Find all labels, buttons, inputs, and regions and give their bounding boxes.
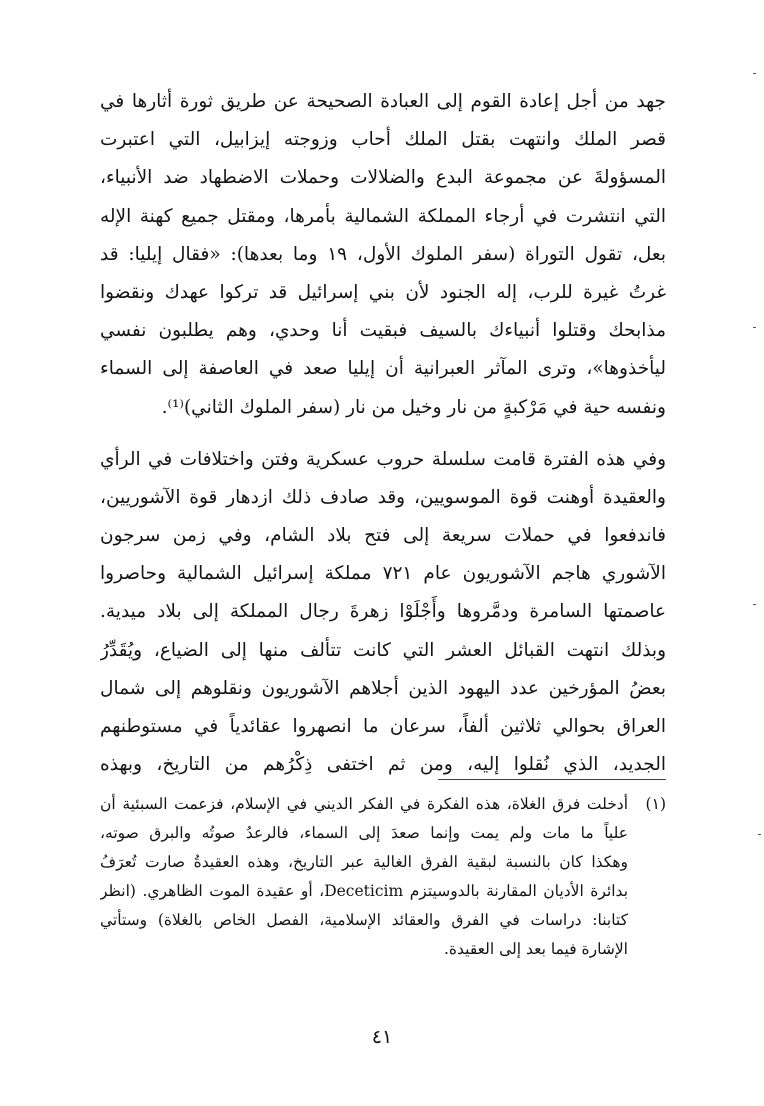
footnote-line: أدخلت فرق الغلاة، هذه الفكرة في الفكر الديني في الإسلام، فزعمت السبئية أن bbox=[100, 795, 628, 813]
text-line: والعقيدة أوهنت قوة الموسويين، وقد صادف ذلك ازدهار قوة الآشوريين، bbox=[100, 486, 666, 508]
text-line: وفي هذه الفترة قامت سلسلة حروب عسكرية وفتن واختلافات في الرأي bbox=[100, 448, 666, 470]
scan-speck bbox=[753, 327, 756, 328]
footnote-line: وهكذا كان بالنسبة لبقية الفرق الغالية عبر التاريخ، وهذه العقيدةُ صارت تُعرَفُ bbox=[100, 853, 628, 871]
text-line: التي انتشرت في أرجاء المملكة الشمالية بأمرها، ومقتل جميع كهنة الإله bbox=[100, 205, 666, 227]
text-line: فاندفعوا في حملات سريعة إلى فتح بلاد الشام، وفي زمن سرجون bbox=[100, 525, 666, 547]
text-line: العراق بحوالي ثلاثين ألفاً، سرعان ما انصهروا عقائدياً في مستوطنهم bbox=[100, 716, 666, 737]
footnote-line: علياً ما مات ولم يمت وإنما صعدَ إلى السماء، فالرعدُ صوتُه والبرق صوته، bbox=[100, 824, 628, 842]
text-line: وبذلك انتهت القبائل العشر التي كانت تتألف منها إلى الضياع، ويُقَدِّرُ bbox=[100, 639, 666, 661]
text-line: مذابحك وقتلوا أنبياءك بالسيف فبقيت أنا وحدي، وهم يطلبون نفسي bbox=[100, 320, 666, 342]
paragraph-1 bbox=[100, 83, 666, 427]
footnote-text bbox=[100, 790, 628, 964]
text-line: قصر الملك وانتهت بقتل الملك أحاب وزوجته إيزابيل، التي اعتبرت bbox=[100, 129, 666, 151]
text-line: غرتُ غيرة للرب، إله الجنود لأن بني إسرائيل قد تركوا عهدك ونقضوا bbox=[100, 281, 666, 303]
body-text bbox=[100, 83, 666, 784]
scan-speck bbox=[753, 73, 756, 74]
scan-speck bbox=[758, 834, 761, 835]
text-line: الجديد، الذي نُقلوا إليه، ومن ثم اختفى ذِكْرُهم من التاريخ، وبهذه bbox=[100, 754, 666, 776]
footnote-line: الإشارة فيما بعد إلى العقيدة. bbox=[443, 940, 628, 958]
paragraph-gap bbox=[100, 427, 666, 441]
scan-speck bbox=[753, 604, 756, 605]
text-line: الآشوري هاجم الآشوريون عام ٧٢١ مملكة إسرائيل الشمالية وحاصروا bbox=[100, 563, 666, 585]
text-line: جهد من أجل إعادة القوم إلى العبادة الصحيحة عن طريق ثورة أثارها في bbox=[100, 91, 666, 112]
text-line: بعل، تقول التوراة (سفر الملوك الأول، ١٩ وما بعدها): «فقال إيليا: قد bbox=[100, 243, 666, 265]
text-line: عاصمتها السامرة ودمَّروها وأَجْلَوْا زهرةَ رجال المملكة إلى بلاد ميدية. bbox=[100, 601, 666, 623]
text-line: ونفسه حية في مَرْكبةٍ من نار وخيل من نار (سفر الملوك الثاني)⁽¹⁾. bbox=[161, 396, 666, 418]
text-line: ليأخذوها»، وترى المآثر العبرانية أن إيليا صعد في العاصفة إلى السماء bbox=[100, 358, 666, 380]
page-number: ٤١ bbox=[371, 1026, 393, 1048]
footnote bbox=[100, 790, 666, 964]
footnote-line: بدائرة الأديان المقارنة بالدوسيتزم Deceticim، أو عقيدة الموت الظاهري. (انظر bbox=[100, 882, 628, 900]
text-line: بعضُ المؤرخين عدد اليهود الذين أجلاهم الآشوريون ونقلوهم إلى شمال bbox=[100, 677, 666, 699]
text-line: المسؤولةَ عن مجموعة البدع والضلالات وحملات الاضطهاد ضد الأنبياء، bbox=[100, 167, 666, 189]
footnote-separator bbox=[438, 779, 666, 780]
footnote-line: كتابنا: دراسات في الفرق والعقائد الإسلامية، الفصل الخاص بالغلاة) وستأتي bbox=[100, 911, 628, 929]
footnote-marker: (١) bbox=[645, 795, 666, 813]
paragraph-2 bbox=[100, 441, 666, 785]
